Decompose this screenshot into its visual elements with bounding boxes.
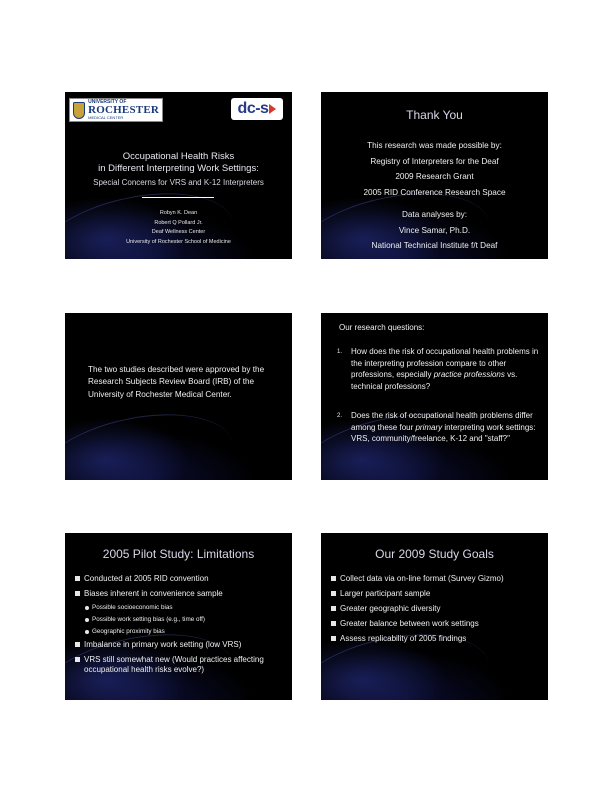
bullet-square-icon [331, 636, 336, 641]
irb-statement: The two studies described were approved by the Research Subjects Review Board (IRB) of the University of Rochester Medical Center. [88, 365, 265, 399]
bullet-square-icon [75, 657, 80, 662]
logo-text-bottom: MEDICAL CENTER [88, 115, 124, 120]
question-text: How does the risk of occupational health problems in the interpreting profession compare to other professions, especially practice professions vs. technical professions? [351, 347, 539, 391]
dcs-logo-text: dc-s [237, 100, 269, 117]
sub-list-item: Possible socioeconomic bias [85, 604, 287, 612]
research-question-2 [337, 410, 542, 445]
text-line: Data analyses by: [401, 210, 468, 219]
slide-irb-approval [65, 313, 292, 480]
bullet-square-icon [331, 621, 336, 626]
list-item: VRS still somewhat new (Would practices affecting occupational health risks evolve?) [75, 655, 287, 675]
presentation-title [65, 151, 292, 175]
slide-heading: Our 2009 Study Goals [375, 547, 494, 561]
list-item: Assess replicability of 2005 findings [331, 634, 543, 644]
sub-list-item: Geographic proximity bias [85, 628, 287, 636]
bullet-square-icon [331, 576, 336, 581]
text-line: 2005 RID Conference Research Space [363, 187, 506, 197]
list-item: Greater balance between work settings [331, 619, 543, 629]
presentation-subtitle: Special Concerns for VRS and K-12 Interpreters [93, 178, 264, 187]
question-text: Does the risk of occupational health problems differ among these four primary interpreting work settings: VRS, community/freelance, K-12 and "staff?" [351, 411, 536, 443]
logo-text-top: UNIVERSITY OF [88, 99, 127, 105]
arrow-icon [269, 104, 276, 114]
bullet-square-icon [75, 642, 80, 647]
bullet-square-icon [331, 606, 336, 611]
list-item: Conducted at 2005 RID convention [75, 574, 287, 584]
shield-icon [73, 102, 85, 119]
author-line: University of Rochester School of Medicine [126, 238, 231, 245]
sub-list-item: Possible work setting bias (e.g., time off) [85, 616, 287, 624]
text-line: This research was made possible by: [367, 141, 502, 150]
list-item: Greater geographic diversity [331, 604, 543, 614]
bullet-list [331, 574, 543, 649]
acknowledgement-analysis [321, 207, 548, 254]
text-line: Vince Samar, Ph.D. [398, 225, 471, 235]
dcs-logo [231, 98, 283, 120]
decorative-swoosh [65, 398, 242, 480]
bullet-dot-icon [85, 630, 89, 634]
research-question-1 [337, 346, 542, 392]
list-item: Collect data via on-line format (Survey Gizmo) [331, 574, 543, 584]
acknowledgement-funding [321, 138, 548, 200]
text-line: Registry of Interpreters for the Deaf [370, 156, 499, 166]
list-item: Larger participant sample [331, 589, 543, 599]
logo-text-main: ROCHESTER [88, 104, 159, 116]
slide-thank-you [321, 92, 548, 259]
slide-heading: 2005 Pilot Study: Limitations [102, 547, 255, 561]
slide-heading: Our research questions: [339, 323, 425, 332]
title-line-1: Occupational Health Risks [122, 151, 235, 162]
bullet-square-icon [331, 591, 336, 596]
title-line-2: in Different Interpreting Work Settings: [98, 163, 259, 174]
bullet-square-icon [75, 576, 80, 581]
bullet-list [75, 574, 287, 680]
text-line: 2009 Research Grant [395, 172, 474, 181]
author-line: Robert Q Pollard Jr. [154, 219, 203, 226]
list-item: Biases inherent in convenience sample [75, 589, 287, 599]
list-item: Imbalance in primary work setting (low VRS) [75, 640, 287, 650]
bullet-dot-icon [85, 618, 89, 622]
author-block [65, 209, 292, 247]
question-number: 2. [337, 413, 343, 419]
university-of-rochester-logo [69, 98, 163, 122]
question-number: 1. [337, 349, 343, 355]
author-line: Robyn K. Dean [159, 210, 198, 216]
bullet-square-icon [75, 591, 80, 596]
text-line: National Technical Institute f/t Deaf [371, 241, 498, 250]
slide-heading: Thank You [406, 108, 463, 122]
slide-title [65, 92, 292, 259]
slide-research-questions [321, 313, 548, 480]
bullet-dot-icon [85, 606, 89, 610]
slide-study-goals [321, 533, 548, 700]
author-line: Deaf Wellness Center [151, 229, 206, 235]
slide-pilot-limitations [65, 533, 292, 700]
divider [142, 197, 214, 198]
